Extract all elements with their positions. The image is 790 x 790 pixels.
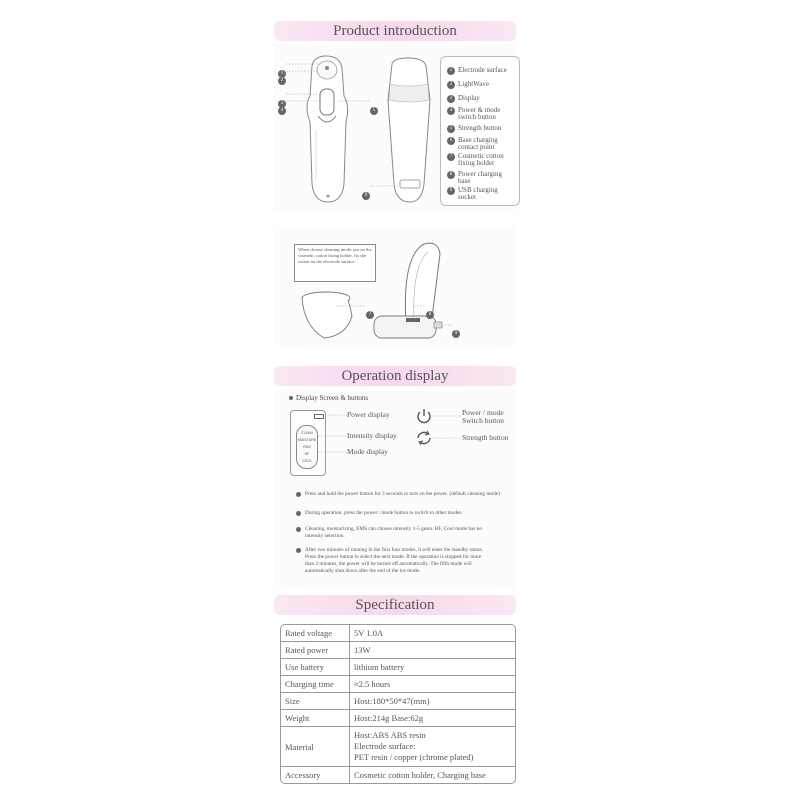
specification-title: Specification: [355, 596, 435, 613]
callout-3: 3: [278, 91, 289, 109]
display-subtitle: Display Screen & buttons: [289, 394, 368, 402]
parts-legend: [440, 56, 520, 206]
callout-2: 2: [278, 68, 289, 86]
operation-note: After two minutes of running in the first four modes, it will enter the standby status. Press the power button to select the next mode. If the operation is stopped for more than 2 minutes, the power will be turned off automatically. The fifth mode will automatically shut down after the end of the ice mode.: [296, 547, 490, 575]
table-row: Weight Host:214g Base:62g: [281, 710, 515, 727]
legend-item: 4 Power & mode switch button: [447, 107, 513, 121]
table-row: Material Host:ABS ABS resin Electrode surface: PET resin / copper (chrome plated): [281, 727, 515, 767]
legend-item: 5 Strength button: [447, 125, 501, 133]
product-introduction-header: [274, 21, 516, 41]
specification-table: [280, 624, 516, 784]
cleaning-mode-note: When choose cleaning mode, put on the cosmetic cotton fixing holder, fix the cotton on the electrode surface.: [294, 244, 376, 282]
bullet-icon: [296, 548, 301, 553]
table-row: Rated voltage 5V 1.0A: [281, 625, 515, 642]
bullet-icon: [296, 492, 301, 497]
operation-display-header: [274, 366, 516, 386]
button-leader-lines: [432, 410, 464, 440]
legend-item: 7 Cosmetic cotton fixing holder: [447, 153, 513, 167]
callout-9: 9: [452, 321, 463, 339]
power-icon: [414, 406, 434, 426]
legend-item: 2 LightWave: [447, 81, 489, 89]
strength-icon: [414, 428, 434, 448]
legend-item: 6 Base charging contact point: [447, 137, 513, 151]
table-row: Use battery lithium battery: [281, 659, 515, 676]
operation-note: Cleaning, moisturizing, EMS can choose intensity 1-5 gears. RF, Cool mode has no intensity selection.: [296, 526, 486, 540]
legend-item: 9 USB charging socket: [447, 187, 513, 201]
bullet-icon: [296, 527, 301, 532]
callout-8: 8: [426, 302, 437, 320]
strength-button-label: Strength button: [462, 433, 509, 442]
power-mode-switch-label: Power / mode Switch button: [462, 408, 504, 425]
operation-note: During operation, press the power / mode button to switch to other modes.: [296, 510, 510, 517]
operation-note: Press and hold the power button for 3 seconds to turn on the power. (default cleaning mode): [296, 491, 510, 498]
callout-5: 5: [370, 98, 381, 116]
mode-display-label: Mode display: [347, 447, 389, 456]
table-row: Accessory Cosmetic cotton holder, Charging base: [281, 767, 515, 783]
legend-item: 3 Display: [447, 95, 480, 103]
callout-6: 6: [362, 183, 373, 201]
intensity-display-label: Intensity display: [347, 431, 397, 440]
bullet-icon: [289, 396, 293, 400]
power-display-label: Power display: [347, 410, 390, 419]
specification-header: [274, 595, 516, 615]
product-introduction-title: Product introduction: [333, 22, 457, 39]
table-row: Rated power 13W: [281, 642, 515, 659]
operation-display-title: Operation display: [341, 367, 449, 384]
legend-item: 8 Power charging base: [447, 171, 513, 185]
mode-list: CLEAN MOISTURE EMS RF COOL: [296, 425, 318, 469]
table-row: Size Host:180*50*47(mm): [281, 693, 515, 710]
callout-1: 1: [278, 61, 289, 79]
callout-4: 4: [278, 98, 289, 116]
legend-item: 1 Electrode surface: [447, 67, 507, 75]
callout-7: 7: [366, 302, 377, 320]
bullet-icon: [296, 511, 301, 516]
table-row: Charging time ≈2.5 hours: [281, 676, 515, 693]
